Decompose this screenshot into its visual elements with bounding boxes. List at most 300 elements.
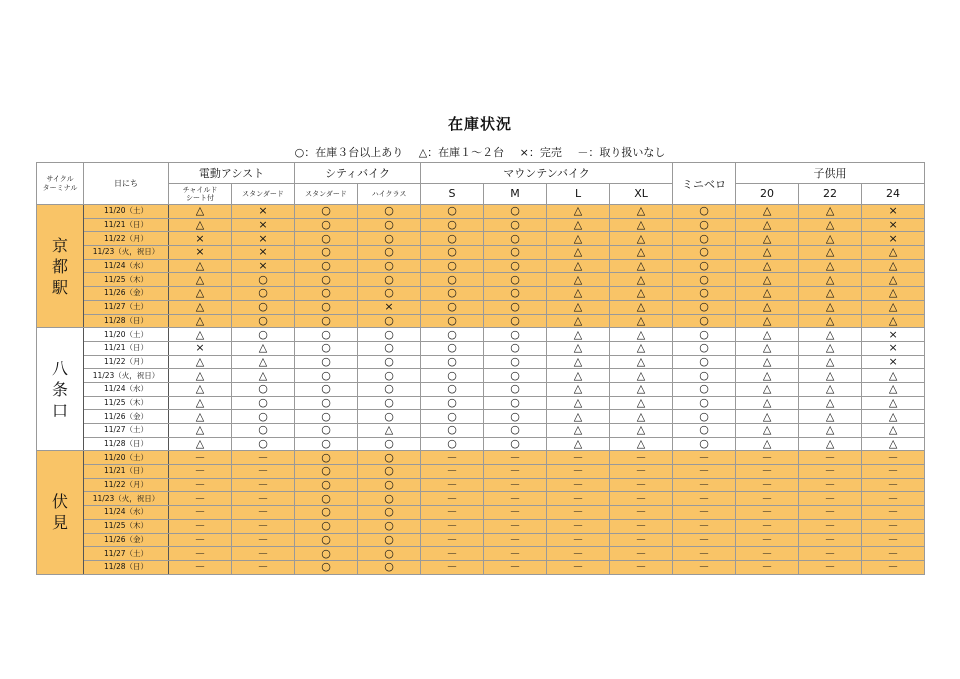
stock-cell: × bbox=[862, 328, 925, 342]
stock-cell: ○ bbox=[295, 533, 358, 547]
stock-cell: ○ bbox=[295, 273, 358, 287]
stock-cell: △ bbox=[799, 273, 862, 287]
stock-cell: △ bbox=[169, 328, 232, 342]
stock-cell: ○ bbox=[421, 424, 484, 438]
stock-cell: ○ bbox=[421, 382, 484, 396]
stock-cell: ○ bbox=[421, 437, 484, 451]
stock-cell: ○ bbox=[484, 205, 547, 219]
stock-cell: ○ bbox=[295, 424, 358, 438]
stock-cell: － bbox=[610, 465, 673, 479]
stock-cell: － bbox=[547, 519, 610, 533]
stock-cell: － bbox=[421, 560, 484, 574]
date-cell: 11/25（木） bbox=[84, 519, 169, 533]
stock-cell: ○ bbox=[421, 410, 484, 424]
stock-cell: － bbox=[610, 478, 673, 492]
stock-cell: ○ bbox=[358, 314, 421, 328]
stock-cell: － bbox=[736, 533, 799, 547]
stock-cell: ○ bbox=[673, 382, 736, 396]
stock-cell: △ bbox=[547, 218, 610, 232]
sub-kids-20: 20 bbox=[736, 184, 799, 205]
sub-size-s: S bbox=[421, 184, 484, 205]
stock-cell: － bbox=[862, 547, 925, 561]
stock-cell: － bbox=[169, 492, 232, 506]
stock-cell: － bbox=[673, 465, 736, 479]
stock-cell: － bbox=[673, 560, 736, 574]
stock-cell: △ bbox=[232, 369, 295, 383]
stock-cell: ○ bbox=[421, 246, 484, 260]
stock-cell: ○ bbox=[484, 369, 547, 383]
stock-cell: － bbox=[169, 451, 232, 465]
stock-cell: ○ bbox=[358, 533, 421, 547]
stock-cell: － bbox=[484, 519, 547, 533]
table-row bbox=[37, 560, 925, 574]
stock-cell: △ bbox=[610, 369, 673, 383]
store-name bbox=[37, 451, 84, 574]
stock-cell: ○ bbox=[421, 205, 484, 219]
stock-cell: ○ bbox=[484, 341, 547, 355]
terminal-header-line2: ターミナル bbox=[42, 183, 78, 192]
stock-cell: △ bbox=[736, 314, 799, 328]
stock-cell: × bbox=[232, 218, 295, 232]
stock-cell: － bbox=[169, 547, 232, 561]
stock-cell: － bbox=[610, 533, 673, 547]
stock-cell: × bbox=[862, 341, 925, 355]
sub-size-l: L bbox=[547, 184, 610, 205]
stock-cell: △ bbox=[862, 382, 925, 396]
stock-cell: △ bbox=[610, 246, 673, 260]
stock-cell: ○ bbox=[295, 451, 358, 465]
stock-cell: △ bbox=[736, 205, 799, 219]
stock-cell: × bbox=[232, 205, 295, 219]
stock-cell: － bbox=[862, 465, 925, 479]
stock-cell: ○ bbox=[295, 382, 358, 396]
stock-cell: － bbox=[232, 533, 295, 547]
date-cell: 11/20（土） bbox=[84, 451, 169, 465]
stock-cell: － bbox=[547, 506, 610, 520]
stock-cell: × bbox=[232, 232, 295, 246]
stock-cell: ○ bbox=[484, 287, 547, 301]
stock-cell: ○ bbox=[358, 519, 421, 533]
stock-cell: － bbox=[610, 560, 673, 574]
stock-cell: △ bbox=[736, 232, 799, 246]
stock-cell: ○ bbox=[484, 232, 547, 246]
store-name-char: 見 bbox=[51, 513, 68, 533]
stock-cell: ○ bbox=[421, 369, 484, 383]
stock-cell: △ bbox=[232, 341, 295, 355]
stock-cell: ○ bbox=[421, 355, 484, 369]
stock-cell: － bbox=[421, 478, 484, 492]
stock-cell: × bbox=[169, 232, 232, 246]
table-row bbox=[37, 382, 925, 396]
stock-cell: ○ bbox=[673, 341, 736, 355]
stock-cell: ○ bbox=[358, 273, 421, 287]
stock-cell: △ bbox=[799, 300, 862, 314]
stock-cell: △ bbox=[862, 259, 925, 273]
stock-cell: ○ bbox=[673, 410, 736, 424]
stock-cell: ○ bbox=[295, 519, 358, 533]
stock-cell: △ bbox=[547, 259, 610, 273]
stock-cell: － bbox=[484, 451, 547, 465]
stock-cell: △ bbox=[610, 396, 673, 410]
stock-cell: － bbox=[232, 547, 295, 561]
stock-cell: － bbox=[421, 451, 484, 465]
stock-cell: ○ bbox=[295, 259, 358, 273]
stock-cell: △ bbox=[547, 287, 610, 301]
stock-cell: △ bbox=[736, 424, 799, 438]
stock-cell: ○ bbox=[295, 506, 358, 520]
legend-not-handled: －：取り扱いなし bbox=[577, 146, 666, 159]
stock-cell: ○ bbox=[358, 341, 421, 355]
stock-cell: ○ bbox=[673, 328, 736, 342]
stock-cell: ○ bbox=[673, 314, 736, 328]
stock-cell: △ bbox=[799, 355, 862, 369]
stock-cell: － bbox=[421, 533, 484, 547]
stock-cell: △ bbox=[169, 259, 232, 273]
table-row bbox=[37, 492, 925, 506]
stock-cell: △ bbox=[799, 437, 862, 451]
stock-cell: － bbox=[610, 451, 673, 465]
stock-cell: △ bbox=[610, 328, 673, 342]
stock-cell: ○ bbox=[232, 300, 295, 314]
stock-cell: △ bbox=[610, 287, 673, 301]
stock-cell: － bbox=[484, 492, 547, 506]
stock-cell: △ bbox=[547, 341, 610, 355]
stock-cell: ○ bbox=[295, 492, 358, 506]
stock-cell: － bbox=[799, 547, 862, 561]
stock-cell: △ bbox=[610, 205, 673, 219]
stock-cell: － bbox=[421, 465, 484, 479]
stock-cell: △ bbox=[169, 437, 232, 451]
stock-cell: － bbox=[673, 547, 736, 561]
table-row bbox=[37, 259, 925, 273]
date-cell: 11/21（日） bbox=[84, 218, 169, 232]
stock-cell: － bbox=[673, 506, 736, 520]
stock-cell: － bbox=[799, 519, 862, 533]
stock-cell: △ bbox=[610, 355, 673, 369]
stock-cell: × bbox=[169, 341, 232, 355]
stock-cell: △ bbox=[799, 424, 862, 438]
stock-cell: － bbox=[547, 533, 610, 547]
stock-cell: ○ bbox=[358, 355, 421, 369]
table-row bbox=[37, 205, 925, 219]
stock-cell: ○ bbox=[295, 328, 358, 342]
stock-cell: △ bbox=[610, 314, 673, 328]
stock-cell: － bbox=[232, 478, 295, 492]
store-name-char: 伏 bbox=[51, 492, 68, 512]
stock-cell: △ bbox=[799, 410, 862, 424]
date-cell: 11/28（日） bbox=[84, 437, 169, 451]
stock-cell: △ bbox=[862, 287, 925, 301]
date-cell: 11/26（金） bbox=[84, 533, 169, 547]
stock-cell: － bbox=[484, 560, 547, 574]
stock-cell: △ bbox=[169, 355, 232, 369]
stock-cell: ○ bbox=[295, 410, 358, 424]
table-row bbox=[37, 273, 925, 287]
date-cell: 11/25（木） bbox=[84, 273, 169, 287]
stock-cell: ○ bbox=[484, 382, 547, 396]
store-name-char: 八 bbox=[51, 358, 68, 378]
stock-cell: － bbox=[547, 478, 610, 492]
stock-cell: △ bbox=[610, 273, 673, 287]
stock-cell: － bbox=[232, 465, 295, 479]
date-cell: 11/23（火，祝日） bbox=[84, 492, 169, 506]
table-row bbox=[37, 451, 925, 465]
stock-cell: ○ bbox=[358, 547, 421, 561]
sub-city-standard: スタンダード bbox=[295, 184, 358, 205]
date-cell: 11/25（木） bbox=[84, 396, 169, 410]
stock-cell: － bbox=[736, 560, 799, 574]
stock-cell: △ bbox=[799, 259, 862, 273]
date-cell: 11/26（金） bbox=[84, 287, 169, 301]
stock-cell: － bbox=[169, 478, 232, 492]
stock-cell: △ bbox=[862, 396, 925, 410]
stock-cell: － bbox=[484, 533, 547, 547]
stock-cell: △ bbox=[736, 259, 799, 273]
stock-cell: ○ bbox=[295, 287, 358, 301]
stock-cell: △ bbox=[736, 287, 799, 301]
stock-cell: △ bbox=[736, 218, 799, 232]
stock-cell: △ bbox=[169, 314, 232, 328]
stock-cell: ○ bbox=[421, 341, 484, 355]
stock-cell: △ bbox=[610, 259, 673, 273]
stock-cell: － bbox=[736, 492, 799, 506]
stock-cell: △ bbox=[547, 314, 610, 328]
stock-cell: ○ bbox=[484, 300, 547, 314]
date-cell: 11/22（月） bbox=[84, 478, 169, 492]
stock-cell: ○ bbox=[295, 547, 358, 561]
stock-cell: ○ bbox=[232, 273, 295, 287]
stock-cell: △ bbox=[799, 314, 862, 328]
stock-cell: － bbox=[799, 465, 862, 479]
table-row bbox=[37, 465, 925, 479]
stock-cell: △ bbox=[169, 273, 232, 287]
stock-cell: △ bbox=[799, 246, 862, 260]
stock-cell: △ bbox=[547, 369, 610, 383]
stock-cell: － bbox=[862, 492, 925, 506]
legend-sold-out: ×：完売 bbox=[519, 146, 562, 159]
stock-cell: ○ bbox=[232, 382, 295, 396]
stock-cell: △ bbox=[547, 396, 610, 410]
legend-low-stock: △：在庫１～２台 bbox=[418, 146, 505, 159]
stock-cell: ○ bbox=[358, 492, 421, 506]
stock-cell: ○ bbox=[295, 300, 358, 314]
stock-cell: ○ bbox=[673, 218, 736, 232]
stock-cell: － bbox=[421, 506, 484, 520]
stock-cell: △ bbox=[547, 355, 610, 369]
stock-cell: × bbox=[232, 259, 295, 273]
stock-cell: △ bbox=[169, 300, 232, 314]
stock-cell: － bbox=[484, 465, 547, 479]
stock-cell: － bbox=[736, 547, 799, 561]
stock-cell: － bbox=[862, 478, 925, 492]
stock-table bbox=[36, 162, 925, 575]
stock-cell: △ bbox=[169, 287, 232, 301]
stock-cell: ○ bbox=[484, 424, 547, 438]
table-row bbox=[37, 533, 925, 547]
group-electric-assist: 電動アシスト bbox=[169, 163, 295, 184]
stock-cell: － bbox=[799, 533, 862, 547]
stock-cell: △ bbox=[862, 300, 925, 314]
stock-cell: △ bbox=[547, 437, 610, 451]
sub-high-class: ハイクラス bbox=[358, 184, 421, 205]
table-row bbox=[37, 396, 925, 410]
stock-cell: ○ bbox=[295, 314, 358, 328]
stock-cell: ○ bbox=[295, 560, 358, 574]
stock-cell: × bbox=[862, 218, 925, 232]
stock-cell: △ bbox=[799, 341, 862, 355]
stock-cell: ○ bbox=[484, 314, 547, 328]
stock-cell: △ bbox=[547, 328, 610, 342]
stock-cell: － bbox=[610, 492, 673, 506]
stock-cell: △ bbox=[547, 232, 610, 246]
table-row bbox=[37, 314, 925, 328]
stock-cell: ○ bbox=[358, 465, 421, 479]
stock-cell: △ bbox=[799, 287, 862, 301]
stock-cell: ○ bbox=[421, 328, 484, 342]
store-name bbox=[37, 328, 84, 451]
stock-cell: ○ bbox=[358, 478, 421, 492]
stock-cell: △ bbox=[799, 205, 862, 219]
stock-cell: － bbox=[862, 519, 925, 533]
stock-cell: ○ bbox=[484, 246, 547, 260]
stock-cell: － bbox=[862, 451, 925, 465]
stock-cell: △ bbox=[610, 341, 673, 355]
stock-cell: ○ bbox=[358, 410, 421, 424]
date-cell: 11/22（月） bbox=[84, 232, 169, 246]
stock-cell: ○ bbox=[673, 287, 736, 301]
table-row bbox=[37, 287, 925, 301]
stock-cell: ○ bbox=[484, 273, 547, 287]
stock-cell: － bbox=[547, 465, 610, 479]
stock-cell: △ bbox=[736, 396, 799, 410]
group-kids: 子供用 bbox=[736, 163, 925, 184]
table-row bbox=[37, 369, 925, 383]
stock-cell: △ bbox=[547, 273, 610, 287]
stock-cell: ○ bbox=[421, 218, 484, 232]
stock-cell: ○ bbox=[232, 328, 295, 342]
stock-cell: ○ bbox=[421, 273, 484, 287]
stock-cell: △ bbox=[547, 246, 610, 260]
sub-child-seat bbox=[169, 184, 232, 205]
stock-cell: △ bbox=[736, 410, 799, 424]
stock-cell: － bbox=[232, 560, 295, 574]
stock-cell: ○ bbox=[295, 465, 358, 479]
table-row bbox=[37, 328, 925, 342]
legend-in-stock: ○：在庫３台以上あり bbox=[294, 146, 404, 159]
stock-cell: × bbox=[862, 205, 925, 219]
stock-cell: × bbox=[169, 246, 232, 260]
stock-cell: ○ bbox=[484, 218, 547, 232]
table-row bbox=[37, 355, 925, 369]
stock-cell: △ bbox=[799, 396, 862, 410]
stock-cell: △ bbox=[736, 437, 799, 451]
table-row bbox=[37, 424, 925, 438]
stock-cell: － bbox=[799, 478, 862, 492]
stock-cell: － bbox=[673, 478, 736, 492]
stock-cell: △ bbox=[736, 300, 799, 314]
stock-cell: ○ bbox=[358, 506, 421, 520]
stock-cell: － bbox=[547, 547, 610, 561]
stock-cell: ○ bbox=[673, 246, 736, 260]
stock-cell: △ bbox=[799, 218, 862, 232]
stock-cell: － bbox=[421, 519, 484, 533]
stock-cell: △ bbox=[799, 232, 862, 246]
date-cell: 11/24（水） bbox=[84, 382, 169, 396]
stock-cell: △ bbox=[862, 246, 925, 260]
table-row bbox=[37, 246, 925, 260]
stock-cell: ○ bbox=[673, 396, 736, 410]
stock-cell: ○ bbox=[421, 287, 484, 301]
stock-cell: △ bbox=[736, 369, 799, 383]
stock-cell: ○ bbox=[295, 478, 358, 492]
stock-cell: △ bbox=[799, 328, 862, 342]
stock-cell: ○ bbox=[358, 396, 421, 410]
table-row bbox=[37, 410, 925, 424]
date-cell: 11/20（土） bbox=[84, 205, 169, 219]
store-name-char: 京 bbox=[51, 235, 68, 255]
date-cell: 11/27（土） bbox=[84, 547, 169, 561]
stock-cell: ○ bbox=[358, 232, 421, 246]
stock-cell: △ bbox=[547, 424, 610, 438]
stock-cell: － bbox=[862, 560, 925, 574]
date-cell: 11/22（月） bbox=[84, 355, 169, 369]
table-row bbox=[37, 506, 925, 520]
stock-cell: ○ bbox=[358, 259, 421, 273]
terminal-header bbox=[37, 163, 84, 205]
stock-cell: ○ bbox=[421, 314, 484, 328]
stock-cell: － bbox=[736, 465, 799, 479]
stock-cell: △ bbox=[610, 382, 673, 396]
stock-cell: △ bbox=[169, 410, 232, 424]
table-row bbox=[37, 519, 925, 533]
stock-cell: × bbox=[232, 246, 295, 260]
stock-cell: ○ bbox=[421, 300, 484, 314]
date-cell: 11/27（土） bbox=[84, 300, 169, 314]
sub-child-seat-line2: シート付 bbox=[186, 194, 214, 202]
legend bbox=[0, 144, 960, 160]
stock-cell: ○ bbox=[673, 300, 736, 314]
stock-cell: △ bbox=[862, 410, 925, 424]
stock-cell: △ bbox=[547, 300, 610, 314]
stock-cell: － bbox=[799, 506, 862, 520]
sub-electric-standard: スタンダード bbox=[232, 184, 295, 205]
stock-cell: ○ bbox=[673, 273, 736, 287]
stock-cell: △ bbox=[799, 369, 862, 383]
stock-cell: ○ bbox=[673, 437, 736, 451]
sub-child-seat-line1: チャイルド bbox=[182, 186, 218, 194]
stock-cell: － bbox=[484, 547, 547, 561]
date-cell: 11/20（土） bbox=[84, 328, 169, 342]
stock-cell: ○ bbox=[358, 437, 421, 451]
date-cell: 11/21（日） bbox=[84, 341, 169, 355]
group-mini-velo: ミニベロ bbox=[673, 163, 736, 205]
stock-cell: × bbox=[862, 232, 925, 246]
stock-cell: △ bbox=[610, 300, 673, 314]
stock-table-body bbox=[37, 205, 925, 575]
stock-cell: － bbox=[799, 560, 862, 574]
stock-cell: － bbox=[610, 506, 673, 520]
stock-cell: － bbox=[421, 492, 484, 506]
stock-cell: △ bbox=[610, 410, 673, 424]
stock-cell: ○ bbox=[673, 424, 736, 438]
group-mountain-bike: マウンテンバイク bbox=[421, 163, 673, 184]
stock-cell: － bbox=[547, 560, 610, 574]
stock-cell: ○ bbox=[484, 259, 547, 273]
stock-cell: － bbox=[484, 506, 547, 520]
stock-cell: △ bbox=[610, 232, 673, 246]
stock-cell: × bbox=[862, 355, 925, 369]
stock-cell: △ bbox=[736, 341, 799, 355]
